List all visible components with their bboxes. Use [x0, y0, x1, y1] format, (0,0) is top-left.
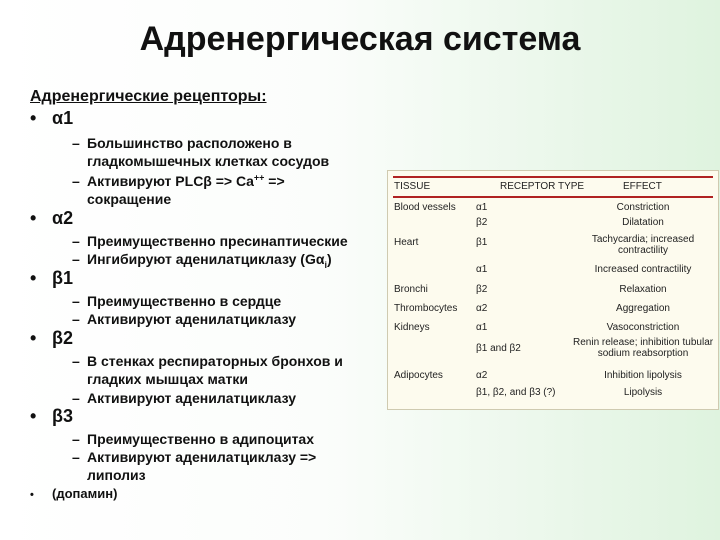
table-cell-tissue: Heart: [394, 237, 419, 248]
table-cell-tissue: Blood vessels: [394, 202, 456, 213]
dash-mark: –: [72, 311, 80, 327]
bullet-beta1: [30, 268, 73, 289]
table-cell-effect: Inhibition lipolysis: [604, 370, 682, 381]
dash-mark: –: [72, 135, 80, 151]
table-cell-receptor: α1: [476, 202, 488, 213]
table-top-rule: [393, 176, 713, 178]
bullet-dopamine: [30, 486, 117, 501]
dash-mark: –: [72, 293, 80, 309]
receptor-label-beta1: β1: [52, 268, 73, 288]
table-header-tissue: TISSUE: [394, 181, 431, 192]
receptor-label-alpha2: α2: [52, 208, 74, 228]
dopamine-label: (допамин): [52, 486, 118, 501]
receptor-label-alpha1: α1: [52, 108, 74, 128]
table-cell-receptor: β1: [476, 237, 488, 248]
table-cell-effect: Relaxation: [619, 284, 667, 295]
beta2-point-1: – В стенках респираторных бронхов и гладких мышцах матки: [72, 353, 343, 387]
bullet-mark: •: [30, 406, 37, 426]
table-cell-effect: Renin release; inhibition tubular: [573, 337, 714, 348]
dash-mark: –: [72, 233, 80, 249]
table-cell-effect: Increased contractility: [594, 264, 692, 275]
table-cell-effect: Tachycardia; increased: [591, 234, 695, 245]
alpha2-point-2: – Ингибируют аденилатциклазу $(G\alpha_i)$: [72, 251, 332, 270]
slide-title: Адренергическая система: [139, 20, 581, 58]
table-header-rule: [393, 196, 713, 198]
bullet-mark: •: [30, 108, 37, 128]
section-heading: Адренергические рецепторы:: [30, 88, 267, 105]
alpha1-point-2: – Активируют PLCβ => Ca++ => сокращение: [72, 172, 285, 207]
dash-mark: –: [72, 431, 80, 447]
table-cell-effect: Vasoconstriction: [606, 322, 680, 333]
bullet-alpha2: [30, 208, 73, 229]
table-cell-receptor: α1: [476, 322, 488, 333]
table-cell-tissue: Kidneys: [394, 322, 430, 333]
table-cell-receptor: β2: [476, 217, 488, 228]
receptor-table: [387, 170, 719, 410]
alpha1-point-1: – Большинство расположено в гладкомышечных клетках сосудов: [72, 135, 330, 169]
beta3-point-2: – Активируют аденилатциклазу => липолиз: [72, 449, 317, 483]
table-cell-receptor: β2: [476, 284, 488, 295]
bullet-mark: •: [30, 268, 37, 288]
table-cell-effect: Aggregation: [616, 303, 670, 314]
table-cell-tissue: Thrombocytes: [394, 303, 458, 314]
table-cell-receptor: α1: [476, 264, 488, 275]
bullet-beta2: [30, 328, 73, 349]
table-cell-receptor: α2: [476, 303, 488, 314]
receptor-label-beta3: β3: [52, 406, 73, 426]
table-cell-tissue: Bronchi: [394, 284, 428, 295]
bullet-beta3: [30, 406, 73, 427]
receptor-label-beta2: β2: [52, 328, 73, 348]
bullet-mark: •: [30, 328, 37, 348]
table-cell-tissue: Adipocytes: [394, 370, 443, 381]
bullet-mark: •: [30, 208, 37, 228]
table-cell-effect: Dilatation: [622, 217, 664, 228]
dash-mark: –: [72, 449, 80, 465]
dash-mark: –: [72, 173, 80, 189]
beta1-point-1: – Преимущественно в сердце: [72, 293, 282, 309]
table-cell-effect-cont: contractility: [617, 245, 668, 256]
table-header-receptor: RECEPTOR TYPE: [500, 181, 585, 192]
table-cell-effect: Constriction: [616, 202, 670, 213]
beta3-point-1: – Преимущественно в адипоцитах: [72, 431, 315, 447]
alpha2-point-1: – Преимущественно пресинаптические: [72, 233, 348, 249]
table-cell-effect: Lipolysis: [623, 387, 663, 398]
table-cell-receptor: β1 and β2: [476, 343, 521, 354]
bullet-mark: •: [30, 489, 34, 501]
table-cell-receptor: α2: [476, 370, 488, 381]
beta1-point-2: – Активируют аденилатциклазу: [72, 311, 296, 327]
beta2-point-2: – Активируют аденилатциклазу: [72, 390, 296, 406]
table-cell-receptor: β1, β2, and β3 (?): [476, 387, 556, 398]
table-header-effect: EFFECT: [623, 181, 662, 192]
bullet-alpha1: [30, 108, 73, 129]
dash-mark: –: [72, 251, 80, 267]
table-cell-effect-cont: sodium reabsorption: [597, 348, 689, 359]
dash-mark: –: [72, 353, 80, 369]
dash-mark: –: [72, 390, 80, 406]
